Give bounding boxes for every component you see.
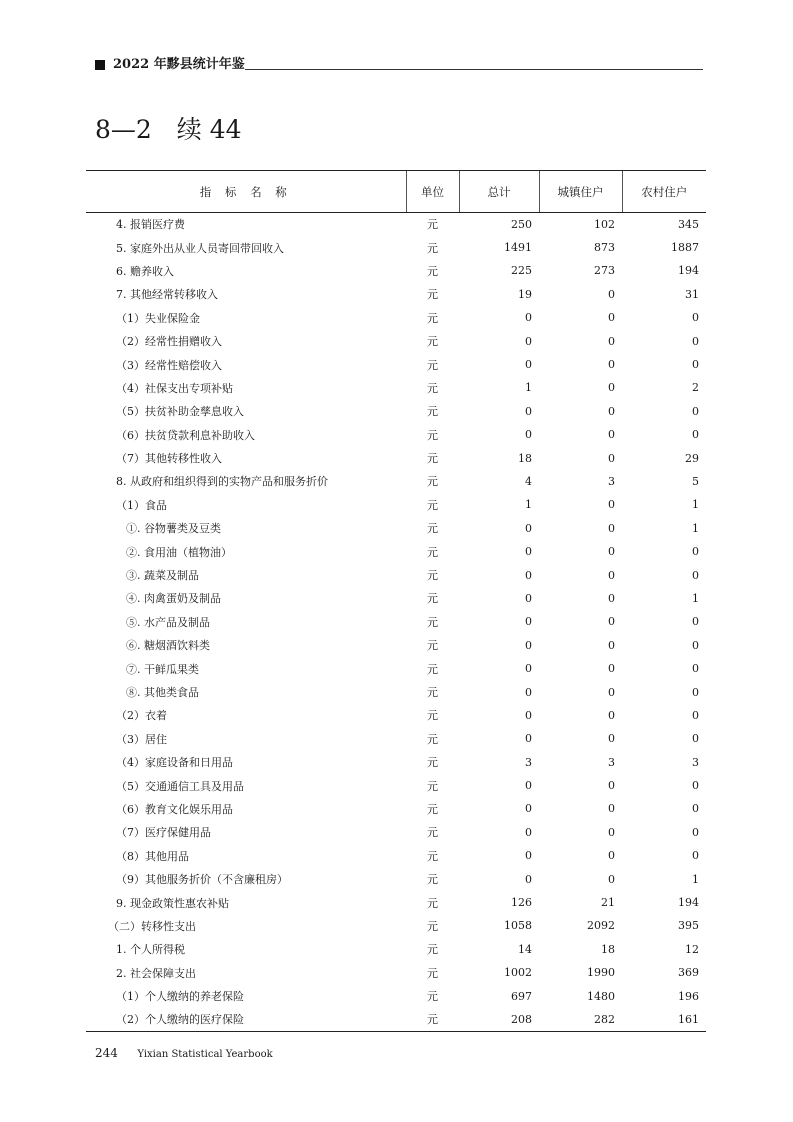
table-row (86, 540, 706, 563)
row-name: ②. 食用油（植物油） (126, 545, 232, 559)
page-header (95, 55, 703, 75)
row-urban: 0 (608, 685, 615, 699)
row-total: 19 (518, 287, 532, 301)
row-total: 0 (525, 615, 532, 629)
row-urban: 18 (601, 942, 615, 956)
row-total: 0 (525, 708, 532, 722)
table-row (86, 750, 706, 773)
row-rural: 31 (685, 287, 699, 301)
table-row (86, 376, 706, 399)
row-urban: 1480 (587, 989, 615, 1003)
row-rural: 0 (692, 779, 699, 793)
row-unit: 元 (427, 826, 438, 840)
row-name: （2）经常性捐赠收入 (116, 335, 222, 349)
row-name: （7）其他转移性收入 (116, 452, 222, 466)
row-unit: 元 (427, 686, 438, 699)
row-total: 1002 (504, 966, 532, 980)
yearbook-title: 2022 年黟县统计年鉴 (113, 57, 245, 72)
row-rural: 369 (678, 966, 699, 980)
row-name: （9）其他服务折价（不含廉租房） (116, 873, 288, 887)
row-total: 3 (525, 755, 532, 769)
row-unit: 元 (406, 1008, 459, 1031)
row-rural: 0 (692, 802, 699, 816)
table-row (86, 610, 706, 633)
col-header-rural: 农村住户 (622, 171, 706, 213)
row-unit: 元 (427, 264, 438, 278)
row-rural: 1 (692, 498, 699, 512)
table-row (86, 353, 706, 376)
row-total: 0 (525, 849, 532, 863)
row-total: 0 (525, 662, 532, 676)
table-row (86, 306, 706, 329)
row-name: 8. 从政府和组织得到的实物产品和服务折价 (116, 475, 328, 489)
row-name: （5）扶贫补助金孳息收入 (116, 405, 244, 419)
row-total: 0 (525, 685, 532, 699)
row-rural: 0 (692, 732, 699, 746)
row-urban: 0 (608, 591, 615, 605)
row-total: 1 (525, 498, 532, 512)
row-urban: 0 (608, 334, 615, 348)
row-urban: 0 (608, 545, 615, 559)
row-total: 208 (459, 1008, 539, 1031)
row-total: 14 (518, 942, 532, 956)
row-urban: 1990 (587, 966, 615, 980)
row-unit: 元 (427, 545, 438, 559)
row-total: 0 (525, 872, 532, 886)
table-row (86, 821, 706, 844)
row-name: （3）经常性赔偿收入 (116, 358, 222, 372)
table-row (86, 236, 706, 259)
row-urban: 0 (608, 825, 615, 839)
col-header-indicator: 指 标 名 称 (86, 171, 406, 213)
row-name: ④. 肉禽蛋奶及制品 (126, 592, 221, 606)
row-name: （6）教育文化娱乐用品 (116, 802, 233, 816)
header-rule (245, 69, 703, 70)
row-total: 697 (511, 989, 532, 1003)
row-urban: 0 (608, 451, 615, 465)
row-unit: 元 (427, 522, 438, 536)
row-unit: 元 (427, 639, 438, 653)
table-row (86, 470, 706, 493)
row-name: 6. 赡养收入 (116, 264, 174, 278)
page-number: 244 (95, 1046, 118, 1060)
row-urban: 0 (608, 662, 615, 676)
row-name: 1. 个人所得税 (116, 943, 185, 957)
table-row (86, 587, 706, 610)
row-urban: 273 (594, 264, 615, 278)
row-rural: 1 (692, 521, 699, 535)
row-urban: 0 (608, 615, 615, 629)
table-header-row (86, 171, 706, 213)
col-header-unit: 单位 (406, 171, 459, 213)
row-urban: 0 (608, 802, 615, 816)
row-urban: 0 (608, 287, 615, 301)
row-rural: 194 (678, 896, 699, 910)
row-name: 9. 现金政策性惠农补贴 (116, 896, 229, 910)
table-row (86, 891, 706, 914)
row-name: （3）居住 (116, 732, 167, 746)
row-unit: 元 (427, 732, 438, 746)
row-urban: 282 (539, 1008, 622, 1031)
row-rural: 12 (685, 942, 699, 956)
row-urban: 0 (608, 428, 615, 442)
table-row (86, 563, 706, 586)
row-unit: 元 (427, 405, 438, 419)
table-row (86, 844, 706, 867)
row-rural: 0 (692, 568, 699, 582)
row-name: （4）社保支出专项补贴 (116, 381, 233, 395)
row-rural: 0 (692, 358, 699, 372)
table-title: 8—2 续 44 (95, 115, 242, 144)
row-urban: 0 (608, 311, 615, 325)
row-rural: 1 (692, 872, 699, 886)
row-name: （1）个人缴纳的养老保险 (116, 990, 244, 1004)
statistics-table (86, 170, 706, 1032)
row-total: 1491 (504, 241, 532, 255)
table-row (86, 727, 706, 750)
table-row (86, 400, 706, 423)
row-urban: 0 (608, 381, 615, 395)
row-unit: 元 (427, 428, 438, 442)
row-rural: 194 (678, 264, 699, 278)
row-total: 1 (525, 381, 532, 395)
table-row (86, 961, 706, 984)
col-header-urban: 城镇住户 (539, 171, 622, 213)
header-square-marker (95, 60, 105, 70)
row-rural: 5 (692, 474, 699, 488)
footer-text: Yixian Statistical Yearbook (137, 1049, 273, 1060)
row-total: 0 (525, 568, 532, 582)
table-row (86, 914, 706, 937)
page-footer (95, 1046, 273, 1060)
row-name: ⑦. 干鲜瓜果类 (126, 662, 199, 676)
row-rural: 0 (692, 334, 699, 348)
row-urban: 102 (594, 217, 615, 231)
row-total: 0 (525, 311, 532, 325)
row-urban: 2092 (587, 919, 615, 933)
row-total: 126 (511, 896, 532, 910)
row-name: （6）扶贫贷款利息补助收入 (116, 428, 255, 442)
row-total: 1058 (504, 919, 532, 933)
row-urban: 0 (608, 638, 615, 652)
row-name: ③. 蔬菜及制品 (126, 569, 199, 583)
row-urban: 0 (608, 404, 615, 418)
row-rural: 2 (692, 381, 699, 395)
col-header-total: 总计 (459, 171, 539, 213)
row-name: （1）食品 (116, 498, 167, 512)
row-name: 2. 社会保障支出 (116, 966, 196, 980)
row-total: 0 (525, 779, 532, 793)
row-unit: 元 (427, 498, 438, 512)
row-rural: 0 (692, 615, 699, 629)
row-urban: 0 (608, 732, 615, 746)
table-row (86, 1008, 706, 1031)
row-unit: 元 (427, 569, 438, 583)
row-unit: 元 (427, 662, 438, 676)
row-unit: 元 (427, 756, 438, 770)
row-name: ⑤. 水产品及制品 (126, 615, 210, 629)
row-total: 0 (525, 428, 532, 442)
table-row (86, 704, 706, 727)
row-rural: 1 (692, 591, 699, 605)
row-total: 0 (525, 358, 532, 372)
row-name: （2）衣着 (116, 709, 167, 723)
row-urban: 21 (601, 896, 615, 910)
table-row (86, 283, 706, 306)
row-urban: 3 (608, 474, 615, 488)
row-urban: 0 (608, 498, 615, 512)
row-total: 4 (525, 474, 532, 488)
row-total: 225 (511, 264, 532, 278)
table-row (86, 213, 706, 236)
row-rural: 0 (692, 545, 699, 559)
row-unit: 元 (427, 311, 438, 325)
row-unit: 元 (427, 849, 438, 863)
row-total: 18 (518, 451, 532, 465)
row-name: ⑧. 其他类食品 (126, 686, 199, 699)
table-row (86, 329, 706, 352)
row-total: 0 (525, 591, 532, 605)
row-urban: 0 (608, 849, 615, 863)
row-rural: 345 (678, 217, 699, 231)
row-unit: 元 (427, 896, 438, 910)
row-rural: 0 (692, 311, 699, 325)
row-name: （1）失业保险金 (116, 311, 200, 325)
row-rural: 3 (692, 755, 699, 769)
row-total: 0 (525, 404, 532, 418)
table-row (86, 517, 706, 540)
row-rural: 395 (678, 919, 699, 933)
row-name: （5）交通通信工具及用品 (116, 779, 244, 793)
row-rural: 0 (692, 404, 699, 418)
row-unit: 元 (427, 241, 438, 255)
row-name: （2）个人缴纳的医疗保险 (86, 1008, 406, 1031)
row-unit: 元 (427, 615, 438, 629)
row-unit: 元 (427, 335, 438, 349)
table-row (86, 797, 706, 820)
row-total: 0 (525, 334, 532, 348)
row-name: （8）其他用品 (116, 849, 189, 863)
row-urban: 0 (608, 521, 615, 535)
row-urban: 0 (608, 358, 615, 372)
row-total: 0 (525, 638, 532, 652)
row-total: 250 (511, 217, 532, 231)
row-unit: 元 (427, 873, 438, 887)
row-rural: 196 (678, 989, 699, 1003)
row-rural: 0 (692, 825, 699, 839)
row-urban: 873 (594, 241, 615, 255)
row-unit: 元 (427, 919, 438, 933)
row-unit: 元 (427, 802, 438, 816)
row-urban: 0 (608, 872, 615, 886)
table-row (86, 867, 706, 890)
row-total: 0 (525, 545, 532, 559)
row-unit: 元 (427, 779, 438, 793)
row-unit: 元 (427, 288, 438, 302)
row-rural: 0 (692, 849, 699, 863)
row-name: （7）医疗保健用品 (116, 826, 211, 840)
row-name: ①. 谷物薯类及豆类 (126, 522, 221, 536)
table-row (86, 774, 706, 797)
row-name: ⑥. 糖烟酒饮料类 (126, 639, 210, 653)
row-unit: 元 (427, 966, 438, 980)
table-row (86, 984, 706, 1007)
row-rural: 0 (692, 638, 699, 652)
table-row (86, 657, 706, 680)
table-row (86, 423, 706, 446)
row-unit: 元 (427, 990, 438, 1004)
row-urban: 0 (608, 568, 615, 582)
row-urban: 0 (608, 779, 615, 793)
row-name: 4. 报销医疗费 (116, 218, 185, 232)
table-row (86, 938, 706, 961)
row-rural: 0 (692, 708, 699, 722)
row-name: 5. 家庭外出从业人员寄回带回收入 (116, 241, 284, 255)
row-total: 0 (525, 732, 532, 746)
row-name: 7. 其他经常转移收入 (116, 288, 218, 302)
row-name: （4）家庭设备和日用品 (116, 756, 233, 770)
table-row (86, 259, 706, 282)
row-unit: 元 (427, 452, 438, 466)
row-unit: 元 (427, 709, 438, 723)
table-row (86, 446, 706, 469)
row-rural: 0 (692, 662, 699, 676)
row-total: 0 (525, 802, 532, 816)
row-urban: 3 (608, 755, 615, 769)
row-name: （二）转移性支出 (108, 919, 196, 933)
row-unit: 元 (427, 943, 438, 957)
row-rural: 0 (692, 428, 699, 442)
table-row (86, 634, 706, 657)
row-rural: 29 (685, 451, 699, 465)
row-unit: 元 (427, 475, 438, 489)
row-unit: 元 (427, 381, 438, 395)
row-total: 0 (525, 521, 532, 535)
row-rural: 1887 (671, 241, 699, 255)
table-row (86, 493, 706, 516)
row-unit: 元 (427, 358, 438, 372)
row-rural: 161 (622, 1008, 706, 1031)
row-urban: 0 (608, 708, 615, 722)
table-row (86, 680, 706, 703)
row-unit: 元 (427, 218, 438, 232)
row-total: 0 (525, 825, 532, 839)
row-unit: 元 (427, 592, 438, 606)
row-rural: 0 (692, 685, 699, 699)
